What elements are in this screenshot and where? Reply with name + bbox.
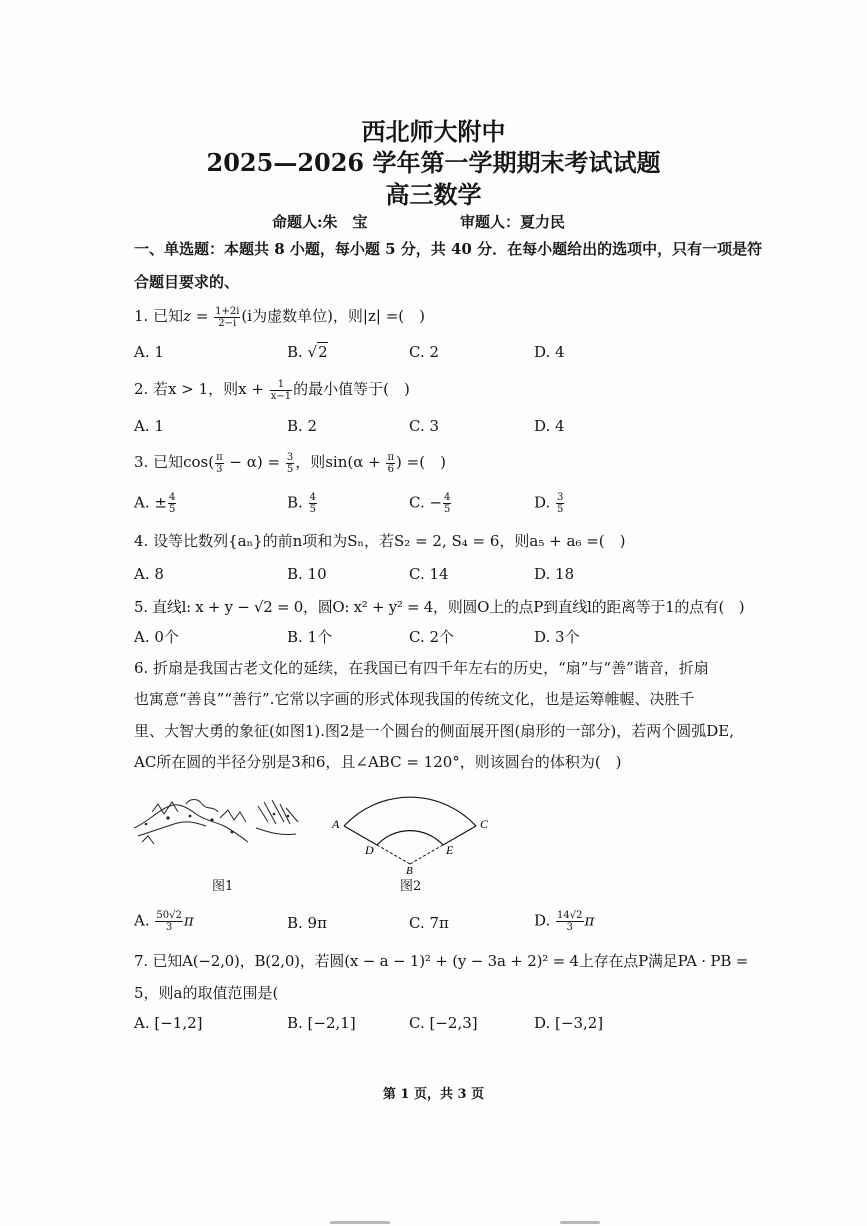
q6-option-c: C. 7π: [409, 914, 449, 932]
question-5-stem: 5. 直线l: x + y − √2 = 0，圆O: x² + y² = 4，则圆O上的点P到直线l的距离等于1的点有( ): [134, 598, 745, 616]
q4-option-c: C. 14: [409, 565, 449, 583]
q3-option-d-frac: [556, 492, 564, 515]
q6-option-d-label: D.: [534, 911, 556, 930]
folding-fan-sketch: [128, 792, 308, 852]
q1-fraction-den: 2−i: [218, 317, 237, 329]
q2-post: 的最小值等于( ): [293, 380, 410, 398]
q3-frac1: [215, 452, 224, 475]
scan-artifact: [560, 1221, 600, 1224]
q3-option-a-frac: [168, 492, 176, 515]
q1-option-b-radicand: 2: [318, 343, 328, 361]
reviewer-line: 审题人：夏力民: [460, 213, 566, 231]
q3-option-b-label: B.: [287, 493, 308, 512]
figure-2-caption: 图2: [400, 879, 422, 894]
q6-option-a-label: A.: [134, 911, 155, 930]
q3-frac1-den: 3: [216, 463, 223, 475]
q5-option-d: D. 3个: [534, 628, 580, 646]
q3-p1: 3. 已知cos(: [134, 453, 215, 471]
q7-option-d: D. [−3,2]: [534, 1014, 604, 1032]
question-6-line1: 6. 折扇是我国古老文化的延续，在我国已有四千年左右的历史，“扇”与“善”谐音，折扇: [134, 659, 709, 677]
q3-p4: ) =( ): [396, 453, 446, 471]
question-1-stem: [134, 305, 425, 329]
q1-fraction-num: 1+2i: [215, 305, 240, 317]
q3-option-c: [409, 492, 452, 515]
q2-fraction-den: x−1: [270, 390, 292, 402]
q7-option-a: A. [−1,2]: [134, 1014, 203, 1032]
q3-option-a-num: 4: [168, 492, 176, 503]
q3-frac3-num: π: [387, 451, 395, 463]
q6-option-d-den: 3: [566, 922, 573, 933]
q5-option-a: A. 0个: [134, 628, 179, 646]
q3-option-c-label: C. −: [409, 493, 443, 512]
q3-option-d-num: 3: [557, 492, 564, 503]
q6-option-d-frac: [556, 910, 583, 933]
q1-pre: 1. 已知: [134, 307, 184, 325]
q1-option-c: C. 2: [409, 343, 440, 361]
q3-option-c-den: 5: [444, 504, 451, 515]
q3-option-d: [534, 492, 565, 515]
question-7-line2: 5，则a的取值范围是(: [134, 984, 279, 1002]
q6-option-d-num: 14√2: [557, 910, 583, 921]
q2-option-b: B. 2: [287, 417, 318, 435]
vertex-c-label: C: [480, 817, 489, 831]
figure-1-caption: 图1: [212, 879, 234, 894]
q7-option-b: B. [−2,1]: [287, 1014, 356, 1032]
q2-fraction: [270, 379, 292, 402]
annular-sector-diagram: [330, 782, 490, 874]
question-6-line3: 里、大智大勇的象征(如图1).图2是一个圆台的侧面展开图(扇形的一部分)，若两个圆弧DE,: [134, 722, 735, 740]
q2-option-c: C. 3: [409, 417, 440, 435]
q5-option-c: C. 2个: [409, 628, 455, 646]
q4-option-d: D. 18: [534, 565, 575, 583]
q1-option-d: D. 4: [534, 343, 565, 361]
q3-frac2: [286, 452, 294, 475]
q6-option-b: B. 9π: [287, 914, 327, 932]
q3-option-b-num: 4: [309, 492, 316, 503]
q4-option-a: A. 8: [134, 565, 164, 583]
scan-artifact: [330, 1221, 390, 1224]
q3-option-b-den: 5: [309, 504, 316, 515]
q3-option-a: [134, 492, 177, 515]
q3-frac3: [386, 452, 395, 475]
question-6-line2: 也寓意“善良”“善行”.它常以字画的形式体现我国的传统文化，也是运筹帷幄、决胜千: [134, 690, 695, 708]
q6-option-a: [134, 910, 194, 933]
author-line: 命题人:朱 宝: [272, 213, 368, 231]
q3-option-b: [287, 492, 318, 515]
q5-option-b: B. 1个: [287, 628, 333, 646]
q3-frac1-num: π: [216, 451, 223, 463]
vertex-b-label: B: [406, 865, 413, 874]
q3-option-d-label: D.: [534, 493, 556, 512]
q3-frac2-den: 5: [286, 463, 294, 475]
q2-fraction-num: 1: [270, 379, 292, 391]
q6-option-d: [534, 910, 594, 933]
question-7-line1: 7. 已知A(−2,0)，B(2,0)，若圆(x − a − 1)² + (y − 3a + 2)² = 4上存在点P满足PA · PB =: [134, 952, 749, 970]
exam-title: 2025—2026 学年第一学期期末考试试题: [206, 148, 661, 177]
q1-option-b-label: B.: [287, 343, 308, 361]
q3-frac3-den: 6: [387, 463, 394, 475]
q6-option-a-frac: [155, 910, 182, 933]
q6-option-a-den: 3: [165, 922, 173, 933]
vertex-e-label: E: [446, 843, 454, 857]
q3-option-b-frac: [309, 492, 317, 515]
q3-option-d-den: 5: [557, 504, 564, 515]
q1-z: z =: [183, 307, 214, 325]
q3-option-c-frac: [443, 492, 451, 515]
page-footer: 第 1 页，共 3 页: [382, 1087, 485, 1102]
question-2-stem: [134, 378, 410, 402]
subject-title: 高三数学: [385, 180, 482, 209]
school-title: 西北师大附中: [361, 117, 506, 146]
vertex-d-label: D: [365, 843, 374, 857]
question-4-stem: 4. 设等比数列{aₙ}的前n项和为Sₙ，若S₂ = 2, S₄ = 6，则a₅ + a₆ =( ): [134, 532, 626, 550]
q1-fraction: [214, 306, 240, 329]
q3-frac2-num: 3: [286, 451, 294, 463]
q2-option-a: A. 1: [134, 417, 164, 435]
vertex-a-label: A: [332, 817, 340, 831]
question-6-line4: AC所在圆的半径分别是3和6，且∠ABC = 120°，则该圆台的体积为( ): [134, 753, 622, 771]
q2-option-d: D. 4: [534, 417, 565, 435]
section-heading-line1: 一、单选题：本题共 8 小题，每小题 5 分，共 40 分．在每小题给出的选项中，只有一项是符: [134, 240, 763, 258]
q6-option-a-num: 50√2: [156, 910, 182, 921]
q1-option-a: A. 1: [134, 343, 164, 361]
q2-pre: 2. 若x > 1，则x +: [134, 380, 269, 398]
q4-option-b: B. 10: [287, 565, 327, 583]
q1-post: (i为虚数单位)，则|z| =( ): [241, 307, 425, 325]
q7-option-c: C. [−2,3]: [409, 1014, 478, 1032]
q3-option-a-label: A. ±: [134, 493, 167, 512]
q1-option-b: B. √2: [287, 343, 328, 361]
q6-option-d-pi: π: [584, 911, 595, 930]
q3-p2: − α) =: [224, 453, 285, 471]
q3-option-a-den: 5: [168, 504, 176, 515]
section-heading-line2: 合题目要求的、: [134, 273, 240, 291]
q3-p3: ，则sin(α +: [295, 453, 386, 471]
question-3-stem: [134, 451, 446, 475]
q6-option-a-pi: π: [183, 911, 194, 930]
q3-option-c-num: 4: [444, 492, 451, 503]
